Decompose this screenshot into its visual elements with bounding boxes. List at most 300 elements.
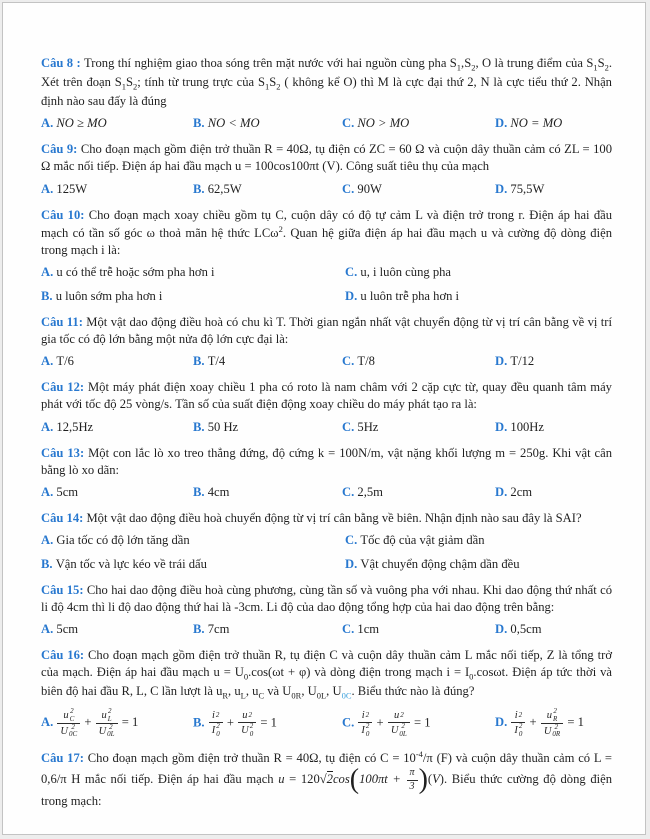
option-b	[193, 622, 342, 637]
question-cau-16	[41, 647, 612, 739]
option-d	[495, 622, 612, 637]
text-run: +	[223, 715, 238, 730]
question-text	[41, 510, 612, 527]
option-letter: C.	[342, 419, 358, 434]
question-number: Câu 8 :	[41, 56, 85, 70]
scripted-symbol	[212, 723, 220, 738]
text-run: u luôn trễ pha hơn i	[360, 289, 460, 304]
scripted-symbol	[242, 709, 252, 722]
subscript: 0L	[399, 729, 407, 738]
text-run: , u	[245, 684, 259, 699]
fraction	[57, 708, 80, 738]
subscript: 1	[264, 81, 270, 92]
fraction	[96, 708, 118, 738]
text-run: 75,5W	[510, 181, 545, 196]
symbol-base: U	[60, 725, 68, 737]
subscript: 0	[365, 729, 370, 738]
scripted-symbol	[391, 723, 407, 738]
option-letter: A.	[41, 419, 57, 434]
option-letter: C.	[342, 484, 358, 499]
option-c	[342, 182, 495, 197]
text-run: 2cm	[510, 484, 533, 499]
question-number: Câu 14:	[41, 510, 87, 525]
fraction	[541, 708, 563, 738]
text-run: T/8	[357, 354, 375, 369]
text-run: 12,5Hz	[56, 419, 94, 434]
denominator	[57, 723, 80, 739]
denominator: 3	[407, 780, 418, 794]
numerator: π	[409, 767, 415, 779]
subscript: 2	[133, 81, 138, 92]
superscript: 2	[216, 722, 220, 731]
text-run: 4cm	[207, 484, 230, 499]
option-letter: B.	[193, 419, 208, 434]
scripted-symbol	[63, 708, 74, 723]
option-d	[345, 557, 612, 572]
text-run: +	[81, 715, 95, 730]
numerator	[96, 708, 118, 723]
text-run: . Biểu thức cường độ dòng điện trong mạch:	[41, 772, 612, 809]
option-letter: C.	[342, 116, 358, 131]
question-text	[41, 314, 612, 348]
math-italic-run: cos	[332, 772, 350, 787]
math-italic-run: NO > MO	[357, 116, 410, 131]
subscript: 0C	[69, 730, 78, 739]
text-run: T/12	[510, 354, 535, 369]
scripted-symbol	[514, 723, 522, 738]
option-letter: A.	[41, 532, 57, 547]
symbol-base: u	[546, 710, 552, 722]
text-run: Cho đoạn mạch xoay chiều gồm tụ C, cuộn dây có độ tự cảm L và điện trở trong r. Điện áp hai đầu mạch có tần số góc ω thoả mãn hệ thức LCω	[41, 207, 612, 240]
scripted-symbol	[394, 709, 404, 722]
symbol-base: U	[98, 725, 107, 737]
question-text	[41, 445, 612, 479]
option-letter: A.	[41, 715, 57, 730]
text-run: T/6	[56, 354, 74, 369]
script-stack	[216, 723, 220, 738]
denominator	[96, 723, 118, 739]
option-a	[41, 485, 193, 500]
option-letter: D.	[495, 622, 511, 637]
option-c	[342, 709, 495, 738]
text-run: Tốc độ của vật giảm dần	[360, 532, 485, 547]
text-run: 50 Hz	[207, 419, 239, 434]
option-c	[342, 485, 495, 500]
subscript: 0L	[107, 730, 115, 739]
superscript: 2	[401, 722, 405, 731]
option-letter: A.	[41, 116, 57, 131]
option-letter: D.	[495, 715, 511, 730]
symbol-base: U	[543, 725, 552, 737]
text-run: Vật chuyển động chậm dần đều	[360, 556, 520, 571]
question-number: Câu 9:	[41, 142, 81, 157]
text-run: = 1	[118, 715, 139, 730]
option-letter: D.	[495, 419, 511, 434]
option-letter: D.	[345, 289, 361, 304]
question-number: Câu 16:	[41, 648, 89, 663]
question-text	[41, 379, 612, 413]
option-a	[41, 708, 193, 738]
option-a	[41, 265, 345, 280]
scripted-symbol	[544, 724, 560, 739]
text-run: Gia tốc có độ lớn tăng dần	[56, 532, 190, 547]
option-c	[342, 116, 495, 131]
fraction	[388, 709, 410, 738]
subscript: 2	[471, 62, 476, 73]
superscript: 2	[400, 711, 404, 720]
numerator	[238, 709, 256, 722]
superscript: -4	[415, 748, 423, 759]
options	[41, 485, 612, 500]
text-run: , u	[228, 684, 241, 699]
text-run: 90W	[357, 181, 382, 196]
subscript: R	[552, 714, 558, 723]
text-run: .cosωt. Điện áp tức thời và biên độ hai đầu R, L, C lần lượt là u	[41, 665, 613, 699]
questions-list	[3, 3, 645, 810]
option-a	[41, 354, 193, 369]
script-stack	[366, 723, 370, 738]
radicand: 2	[326, 772, 333, 787]
question-cau-14	[41, 510, 612, 572]
denominator	[511, 722, 525, 738]
text-run: (	[427, 772, 433, 787]
text-run: S	[126, 75, 134, 90]
scripted-symbol	[212, 709, 219, 722]
subscript: 1	[456, 62, 462, 73]
option-c	[342, 420, 495, 435]
close-paren: )	[418, 764, 428, 796]
option-letter: C.	[342, 715, 358, 730]
denominator	[238, 722, 256, 738]
text-run: 5cm	[56, 622, 79, 637]
question-text	[41, 582, 612, 616]
text-run: u luôn sớm pha hơn i	[55, 289, 163, 304]
text-run: Một máy phát điện xoay chiều 1 pha có roto là nam châm với 2 cặp cực từ, quay đều quanh tâm máy phát với tốc độ 25 vòng/s. Tần số của suất điện động xoay chiều do máy phát tạo ra là:	[41, 380, 612, 412]
question-text	[41, 749, 612, 810]
option-d	[495, 116, 612, 131]
text-run: +	[373, 715, 387, 730]
option-a	[41, 533, 345, 548]
text-run: ; tính từ trung trực của S	[137, 75, 265, 90]
option-letter: D.	[495, 116, 511, 131]
superscript: 2	[518, 722, 523, 731]
option-d	[495, 354, 612, 369]
open-paren: (	[349, 764, 360, 796]
text-run: , U	[301, 684, 317, 699]
subscript: 2	[604, 62, 609, 73]
question-cau-12	[41, 379, 612, 434]
option-letter: C.	[345, 265, 361, 280]
text-run: ( không kể O) thì M là cực đại thứ 2, N là cực tiểu thứ 2. Nhận định nào sau đấy là đúng	[41, 75, 612, 109]
text-run: , U	[326, 684, 342, 699]
scripted-symbol	[99, 724, 115, 739]
option-a	[41, 420, 193, 435]
option-b	[41, 289, 345, 304]
denominator	[388, 722, 410, 738]
fraction	[358, 709, 372, 738]
options	[41, 354, 612, 369]
text-run: Một vật dao động điều hoà chuyển động từ vị trí cân bằng về biên. Nhận định nào sau đây là SAI?	[86, 510, 582, 525]
text-run: Vận tốc và lực kéo về trái dấu	[55, 556, 207, 571]
text-run: Cho đoạn mạch gồm điện trở thuần R = 40Ω, tụ điện có ZC = 60 Ω và cuộn dây thuần cảm có ZL = 100 Ω mắc nối tiếp. Điện áp hai đầu mạch u = 100cos100πt (V). Công suất tiêu thụ của mạch	[41, 142, 613, 174]
option-b	[193, 354, 342, 369]
script-stack	[399, 723, 406, 738]
option-a	[41, 116, 193, 131]
option-d	[345, 289, 612, 304]
question-cau-13	[41, 445, 612, 500]
symbol-base: u	[393, 710, 400, 722]
fraction	[511, 709, 525, 738]
subscript: 0	[216, 729, 220, 738]
text-run: Trong thí nghiệm giao thoa sóng trên mặt nước với hai nguồn cùng pha S	[84, 56, 457, 70]
question-text	[41, 207, 612, 260]
question-text	[41, 141, 612, 175]
option-letter: B.	[41, 556, 56, 571]
script-stack	[519, 712, 523, 719]
subscript: 0	[469, 671, 474, 682]
script-stack	[553, 708, 557, 723]
text-run: = 1	[410, 715, 431, 730]
option-letter: A.	[41, 181, 57, 196]
subscript: 1	[593, 62, 598, 73]
superscript: 2	[248, 711, 253, 720]
option-letter: C.	[342, 622, 358, 637]
superscript: 2	[215, 711, 220, 720]
question-cau-15	[41, 582, 612, 637]
option-letter: B.	[193, 181, 208, 196]
text-run: 1cm	[357, 622, 380, 637]
option-letter: D.	[495, 354, 511, 369]
option-b	[193, 709, 342, 738]
numerator	[541, 708, 563, 723]
script-stack	[250, 723, 254, 738]
text-run: 0,5cm	[510, 622, 542, 637]
subscript: 0L	[316, 690, 327, 701]
numerator	[358, 709, 372, 722]
option-letter: C.	[342, 354, 358, 369]
option-letter: A.	[41, 265, 57, 280]
subscript: L	[240, 690, 246, 701]
numerator	[57, 708, 80, 723]
text-run: Một vật dao động điều hoà có chu kì T. Thời gian ngắn nhất vật chuyển động từ vị trí cân bằng về vị trí gia tốc có độ lớn bằng một nửa độ lớn cực đại là:	[41, 315, 612, 347]
subscript: 0R	[291, 690, 302, 701]
text-run: 7cm	[207, 622, 230, 637]
denominator	[541, 723, 563, 739]
option-c	[342, 354, 495, 369]
script-stack	[519, 723, 523, 738]
text-run: 2,5m	[357, 484, 383, 499]
scripted-symbol	[241, 723, 253, 738]
question-number: Câu 12:	[41, 380, 88, 395]
math-italic-run: NO < MO	[207, 116, 260, 131]
options	[41, 708, 612, 738]
subscript: 1	[121, 81, 127, 92]
scripted-symbol	[102, 708, 112, 723]
option-d	[495, 485, 612, 500]
symbol-base: i	[211, 710, 215, 722]
question-text	[41, 55, 612, 110]
script-stack	[70, 708, 75, 723]
option-c	[342, 622, 495, 637]
question-cau-8	[41, 55, 612, 131]
radical-sign: √	[319, 772, 327, 787]
subscript: R	[222, 690, 229, 701]
script-stack	[400, 712, 404, 719]
symbol-base: I	[514, 725, 518, 737]
scripted-symbol	[361, 723, 369, 738]
question-cau-17	[41, 749, 612, 810]
text-run: = 1	[257, 715, 277, 730]
text-run: . Quan hệ giữa điện áp hai đầu mạch u và cường độ dòng điện trong mạch i là:	[41, 225, 612, 257]
scripted-symbol	[60, 724, 77, 739]
question-number: Câu 13:	[41, 445, 89, 460]
text-run: S	[269, 75, 277, 90]
option-d	[495, 420, 612, 435]
option-letter: C.	[342, 181, 358, 196]
options	[41, 182, 612, 197]
text-run: Một con lắc lò xo treo thẳng đứng, độ cứng k = 100N/m, vật nặng khối lượng m = 250g. Khi vật cân bằng lò xo dãn:	[41, 445, 612, 477]
option-letter: D.	[495, 181, 511, 196]
symbol-base: u	[101, 710, 107, 722]
option-c	[345, 533, 612, 548]
superscript: 2	[70, 707, 74, 716]
math-italic-run: u	[278, 772, 285, 787]
text-run: = 1	[564, 715, 584, 730]
superscript: 2	[365, 722, 370, 731]
denominator	[358, 722, 372, 738]
question-number: Câu 17:	[41, 751, 88, 765]
superscript: 2	[278, 223, 283, 234]
text-run: .cos(ωt + φ) và dòng điện trong mạch i = I	[248, 665, 470, 680]
subscript: 2	[276, 81, 281, 92]
math-italic-run: 100πt +	[359, 772, 406, 787]
script-stack	[107, 724, 114, 739]
text-run: ,S	[461, 56, 472, 70]
option-a	[41, 182, 193, 197]
text-run: Cho đoạn mạch gồm điện trở thuần R = 40Ω, tụ điện có C = 10	[87, 751, 416, 765]
script-stack	[108, 708, 112, 723]
symbol-base: U	[390, 725, 399, 737]
option-b	[193, 420, 342, 435]
subscript: L	[107, 714, 112, 723]
text-run: . Biểu thức nào là đúng?	[351, 684, 475, 699]
question-cau-11	[41, 314, 612, 369]
subscript: 0	[518, 729, 523, 738]
script-stack	[366, 712, 370, 719]
subscript: C	[69, 714, 75, 723]
option-letter: C.	[345, 532, 361, 547]
text-run: Cho đoạn mạch gồm điện trở thuần R, tụ điện C và cuộn dây thuần cảm L mắc nối tiếp, Z là tổng trở của mạch. Điện áp hai đầu mạch u = U	[41, 648, 612, 680]
option-a	[41, 622, 193, 637]
script-stack	[216, 712, 220, 719]
fraction	[209, 709, 223, 738]
question-number: Câu 11:	[41, 315, 87, 330]
options	[41, 116, 612, 131]
superscript: 2	[249, 722, 254, 731]
option-d	[495, 708, 612, 738]
option-b	[193, 485, 342, 500]
options	[41, 533, 612, 572]
text-run: u, i luôn cùng pha	[360, 265, 451, 280]
scripted-symbol	[362, 709, 369, 722]
option-b	[193, 116, 342, 131]
subscript: 0C	[341, 690, 352, 701]
option-letter: B.	[193, 116, 208, 131]
question-cau-10	[41, 207, 612, 305]
text-run: S	[597, 56, 605, 70]
superscript: 2	[365, 711, 370, 720]
symbol-base: I	[211, 725, 216, 737]
symbol-base: I	[361, 725, 365, 737]
math-italic-run: V	[432, 772, 440, 787]
denominator	[209, 722, 223, 738]
superscript: 2	[107, 707, 112, 716]
question-number: Câu 10:	[41, 207, 89, 222]
text-run: 125W	[56, 181, 88, 196]
option-b	[41, 557, 345, 572]
text-run: = 120	[284, 772, 320, 787]
text-run: 100Hz	[510, 419, 544, 434]
text-run: u có thể trễ hoặc sớm pha hơn i	[56, 265, 215, 280]
math-italic-run: NO ≥ MO	[56, 116, 107, 131]
fraction	[407, 767, 418, 793]
numerator	[511, 709, 525, 722]
option-letter: B.	[193, 484, 208, 499]
option-d	[495, 182, 612, 197]
numerator	[209, 709, 223, 722]
subscript: 0R	[552, 730, 561, 739]
question-cau-9	[41, 141, 612, 196]
option-letter: D.	[345, 556, 361, 571]
options	[41, 265, 612, 304]
option-letter: A.	[41, 484, 57, 499]
subscript: 0	[249, 729, 254, 738]
script-stack	[552, 724, 560, 739]
math-italic-run: NO = MO	[510, 116, 563, 131]
superscript: 2	[71, 723, 75, 732]
script-stack	[69, 724, 77, 739]
options	[41, 622, 612, 637]
option-c	[345, 265, 612, 280]
symbol-base: u	[242, 710, 248, 722]
text-run: , O là trung điểm của S	[475, 56, 594, 70]
text-run: +	[526, 715, 540, 730]
superscript: 2	[554, 723, 559, 732]
option-letter: A.	[41, 622, 57, 637]
symbol-base: U	[241, 725, 249, 737]
subscript: C	[258, 690, 265, 701]
text-run: )	[439, 772, 444, 787]
symbol-base: u	[63, 710, 69, 722]
superscript: 2	[553, 707, 557, 716]
text-run: Cho hai dao động điều hoà cùng phương, cùng tần số và vuông pha với nhau. Khi dao động thứ nhất có li độ 4cm thì li độ dao động thứ hai là -3cm. Li độ của dao động tổng hợp của hai dao động trên bằng:	[41, 582, 612, 615]
option-b	[193, 182, 342, 197]
fraction	[238, 709, 256, 738]
symbol-base: i	[361, 710, 365, 722]
text-run: 5Hz	[357, 419, 379, 434]
numerator	[388, 709, 410, 722]
option-letter: D.	[495, 484, 511, 499]
text-run: 62,5W	[207, 181, 242, 196]
text-run: 5cm	[56, 484, 79, 499]
square-root	[320, 771, 333, 786]
text-run: T/4	[207, 354, 226, 369]
document-page	[2, 2, 646, 835]
option-letter: A.	[41, 354, 57, 369]
option-letter: B.	[193, 715, 208, 730]
text-run: . Xét trên đoạn S	[41, 56, 612, 90]
subscript: 0	[243, 671, 249, 682]
